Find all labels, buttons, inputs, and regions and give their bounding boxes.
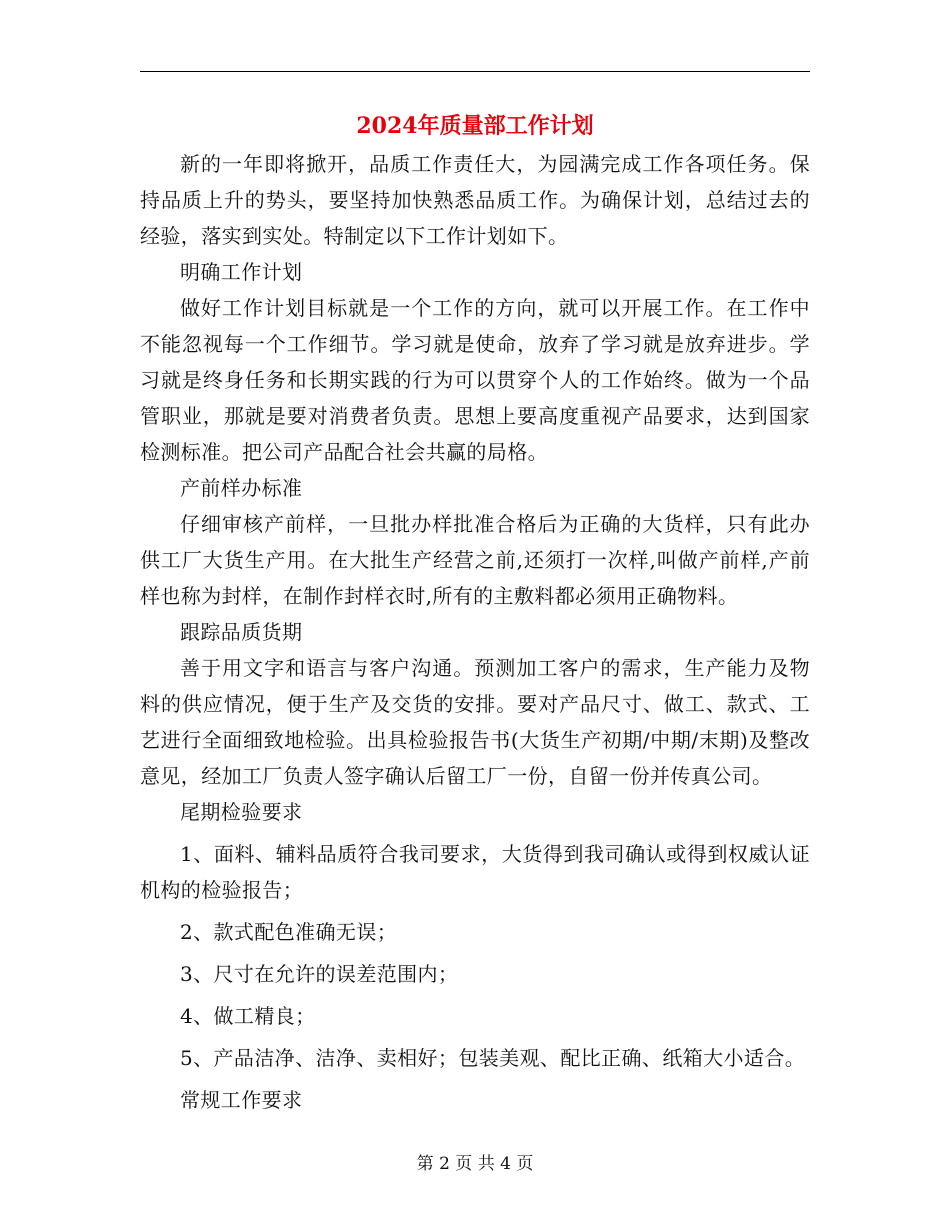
document-body bbox=[140, 146, 810, 1118]
page-number: 第 2 页 共 4 页 bbox=[416, 1154, 534, 1174]
document-title: 2024年质量部工作计划 bbox=[356, 113, 594, 139]
header-rule bbox=[140, 71, 810, 72]
section-heading-tracking: 跟踪品质货期 bbox=[180, 620, 303, 644]
list-item: 2、款式配色准确无误； bbox=[180, 920, 398, 944]
list-item: 5、产品洁净、洁净、卖相好；包装美观、配比正确、纸箱大小适合。 bbox=[180, 1046, 806, 1070]
pre-production-paragraph: 仔细审核产前样，一旦批办样批准合格后为正确的大货样，只有此办供工厂大货生产用。在大批生产经营之前,还须打一次样,叫做产前样,产前样也称为封样，在制作封样衣时,所有的主敷料都必须用正确物料。 bbox=[140, 512, 810, 608]
section-heading-final-inspection: 尾期检验要求 bbox=[180, 800, 303, 824]
list-item: 1、面料、辅料品质符合我司要求，大货得到我司确认或得到权威认证机构的检验报告； bbox=[140, 842, 810, 902]
section-heading-routine: 常规工作要求 bbox=[180, 1088, 303, 1112]
section-heading-plan: 明确工作计划 bbox=[180, 260, 303, 284]
tracking-paragraph: 善于用文字和语言与客户沟通。预测加工客户的需求，生产能力及物料的供应情况，便于生产及交货的安排。要对产品尺寸、做工、款式、工艺进行全面细致地检验。出具检验报告书(大货生产初期/中期/末期)及整改意见，经加工厂负责人签字确认后留工厂一份，自留一份并传真公司。 bbox=[140, 656, 810, 788]
intro-paragraph: 新的一年即将掀开，品质工作责任大，为园满完成工作各项任务。保持品质上升的势头，要坚持加快熟悉品质工作。为确保计划，总结过去的经验，落实到实处。特制定以下工作计划如下。 bbox=[140, 152, 810, 248]
list-item: 3、尺寸在允许的误差范围内； bbox=[180, 962, 459, 986]
section-heading-pre-production: 产前样办标准 bbox=[180, 476, 303, 500]
list-item: 4、做工精良； bbox=[180, 1004, 316, 1028]
plan-paragraph: 做好工作计划目标就是一个工作的方向，就可以开展工作。在工作中不能忽视每一个工作细节。学习就是使命，放弃了学习就是放弃进步。学习就是终身任务和长期实践的行为可以贯穿个人的工作始终。做为一个品管职业，那就是要对消费者负责。思想上要高度重视产品要求，达到国家检测标准。把公司产品配合社会共赢的局格。 bbox=[140, 296, 810, 464]
